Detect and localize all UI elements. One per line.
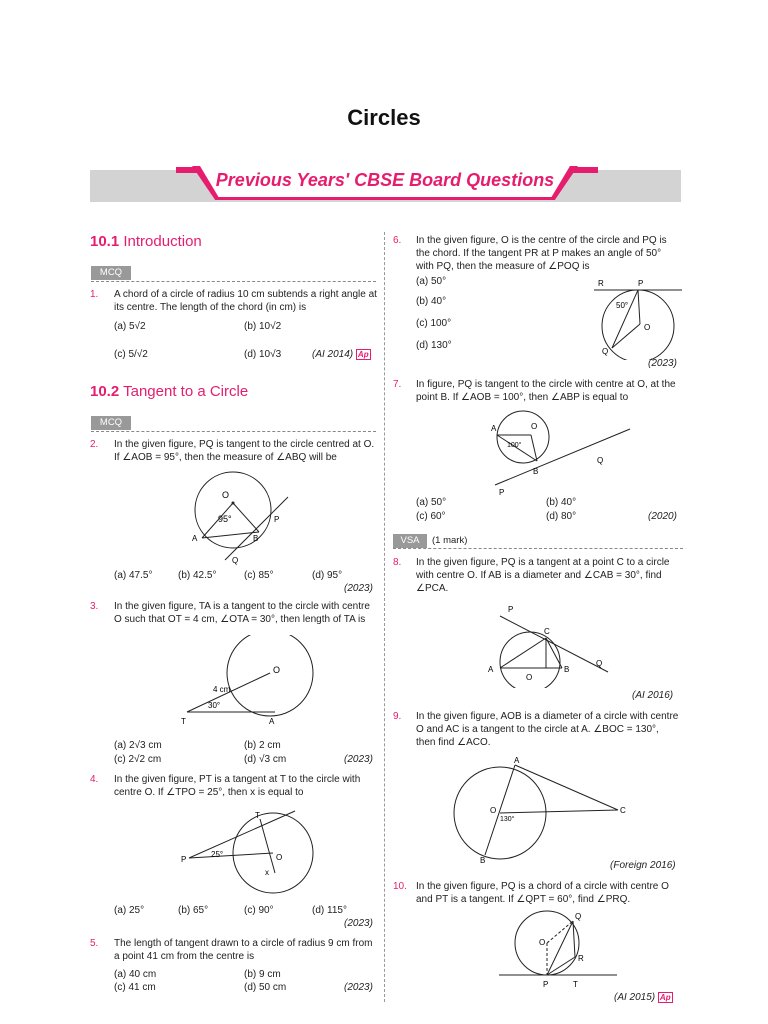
year: (2023) [344,583,373,594]
question-number: 8. [393,557,402,568]
label-P: P [543,980,549,989]
option: (d) 130° [416,340,452,351]
badge: Ap [659,993,671,1002]
option: (d) 50 cm [244,982,287,993]
page-title: Circles [347,105,421,130]
question-text: In the given figure, PQ is a chord of a circle with centre O and PT is a tangent. If ∠QPT = 60°, find ∠PRQ. [416,881,669,905]
rule [91,431,376,433]
question-number: 4. [90,774,99,785]
rule [393,548,683,550]
label-C: C [544,627,550,636]
label-angle: 30° [208,701,221,710]
question-number: 1. [90,289,99,300]
label-angle: 100° [507,442,522,449]
label-length: 4 cm [213,685,231,694]
option: (b) 42.5° [178,570,217,581]
section-heading-tangent: 10.2 Tangent to a Circle [90,383,249,400]
option: (d) 10√3 [244,349,282,360]
label-A: A [192,534,198,543]
year: (2023) [344,918,373,929]
question-text: In the given figure, PQ is a tangent at a point C to a circle with centre O. If AB is a diameter and ∠CAB = 30°, find ∠PCA. [416,557,670,594]
label-O: O [531,422,538,431]
option: (c) 85° [244,570,274,581]
label-Q: Q [232,556,239,565]
source: (Foreign 2016) [610,860,676,871]
section-heading-intro: 10.1 Introduction [90,233,202,250]
source: (AI 2015) Ap [614,992,671,1003]
option: (b) 2 cm [244,740,281,751]
figure-q8 [480,600,620,688]
figure-q2 [180,465,300,565]
question-number: 5. [90,938,99,949]
label-A: A [491,424,497,433]
option: (a) 40 cm [114,969,157,980]
marks-label: (1 mark) [432,535,468,546]
label-O: O [644,323,651,332]
label-x: x [265,868,269,877]
label-T: T [181,717,186,726]
rule [91,281,376,283]
badge: Ap [357,350,369,359]
label-O: O [273,665,281,675]
label-O: O [222,490,230,500]
question-number: 2. [90,439,99,450]
question-text: In the given figure, O is the centre of the circle and PQ is the chord. If the tangent PR at P makes an angle of 50° with PQ, then the measure of ∠POQ is [416,235,667,272]
option: (b) 40° [416,296,447,307]
question-number: 9. [393,711,402,722]
label-angle: 50° [616,301,629,310]
option: (b) 9 cm [244,969,281,980]
option: (c) 90° [244,905,274,916]
label-A: A [514,756,520,765]
label-O: O [490,806,497,815]
label-angle: 25° [211,850,224,859]
question-text: In figure, PQ is tangent to the circle with centre at O, at the point B. If ∠AOB = 100°, then ∠ABP is equal to [416,379,676,403]
option: (c) 60° [416,511,446,522]
label-T: T [573,980,578,989]
figure-q9 [450,755,630,865]
label-P: P [181,855,187,864]
question-number: 3. [90,601,99,612]
figure-q4 [175,805,325,905]
option: (a) 2√3 cm [114,740,162,751]
year: (2020) [648,511,677,522]
option: (a) 50° [416,497,447,508]
option: (b) 40° [546,497,577,508]
option: (d) 80° [546,511,577,522]
question-text: A chord of a circle of radius 10 cm subtends a right angle at its centre. The length of the chord (in cm) is [114,289,377,313]
figure-q10 [495,905,625,990]
option: (c) 41 cm [114,982,156,993]
label-Q: Q [602,347,609,356]
mcq-tag: MCQ [91,416,131,430]
figure-q6 [590,276,686,360]
option: (c) 2√2 cm [114,754,162,765]
label-B: B [533,467,539,476]
question-number: 7. [393,379,402,390]
label-P: P [508,605,514,614]
banner-title: Previous Years' CBSE Board Questions [215,170,555,190]
label-B: B [480,856,486,865]
year: (2023) [344,982,373,993]
mcq-tag: MCQ [91,266,131,280]
option: (a) 47.5° [114,570,153,581]
label-C: C [620,806,626,815]
label-Q: Q [575,912,582,921]
label-angle: 130° [500,816,515,823]
option: (a) 50° [416,276,447,287]
option: (a) 5√2 [114,321,146,332]
label-R: R [578,954,584,963]
label-O: O [539,938,546,947]
label-T: T [255,811,260,820]
label-angle: 95° [218,514,232,524]
question-text: The length of tangent drawn to a circle of radius 9 cm from a point 41 cm from the centre is [114,938,373,962]
option: (d) 115° [312,905,347,916]
label-P: P [638,279,644,288]
question-text: In the given figure, TA is a tangent to the circle with centre O such that OT = 4 cm, ∠OTA = 30°, then length of TA is [114,601,370,625]
source: (AI 2014) Ap [312,349,369,360]
label-P: P [274,515,280,524]
option: (b) 10√2 [244,321,282,332]
label-O: O [526,673,533,682]
option: (a) 25° [114,905,145,916]
year: (2023) [344,754,373,765]
question-text: In the given figure, PQ is tangent to the circle centred at O. If ∠AOB = 95°, then the measure of ∠ABQ will be [114,439,375,463]
source: (AI 2016) [632,690,674,701]
question-number: 10. [393,881,407,892]
vsa-tag: VSA [393,534,427,548]
option: (c) 100° [416,318,452,329]
figure-q7 [485,405,635,495]
label-A: A [488,665,494,674]
label-Q: Q [596,659,603,668]
label-B: B [564,665,570,674]
label-B: B [253,534,259,543]
figure-q3 [175,635,345,730]
option: (d) 95° [312,570,343,581]
question-text: In the given figure, PT is a tangent at T to the circle with centre O. If ∠TPO = 25°, then x is equal to [114,774,361,798]
label-P: P [499,488,505,495]
label-A: A [269,717,275,726]
option: (b) 65° [178,905,209,916]
label-Q: Q [597,456,604,465]
year: (2023) [648,358,677,369]
question-text: In the given figure, AOB is a diameter of a circle with centre O and AC is a tangent to the circle at A. ∠BOC = 130°, then find ∠ACO. [416,711,679,748]
option: (d) √3 cm [244,754,287,765]
option: (c) 5/√2 [114,349,148,360]
label-R: R [598,279,604,288]
question-number: 6. [393,235,402,246]
column-divider [384,232,385,1002]
label-O: O [276,853,283,862]
